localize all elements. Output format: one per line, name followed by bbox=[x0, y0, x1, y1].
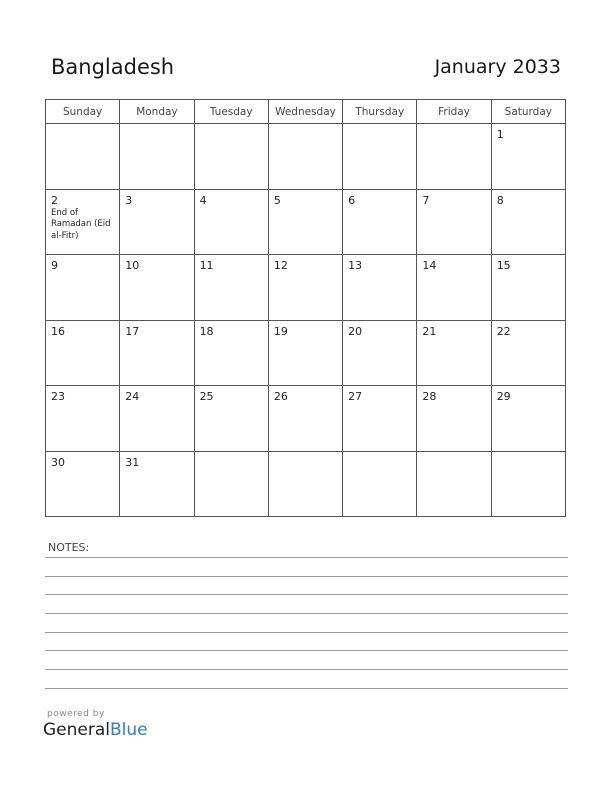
day-cell bbox=[417, 386, 491, 452]
day-cell bbox=[417, 124, 491, 190]
day-cell bbox=[491, 386, 565, 452]
day-number: 13 bbox=[348, 259, 363, 272]
day-cell bbox=[491, 124, 565, 190]
day-cell bbox=[268, 124, 342, 190]
generalblue-logo[interactable] bbox=[43, 720, 148, 740]
brand-name-part1: General bbox=[43, 720, 110, 740]
day-cell bbox=[343, 386, 417, 452]
day-cell bbox=[120, 189, 194, 255]
day-cell bbox=[491, 255, 565, 321]
notes-line bbox=[45, 594, 568, 595]
day-cell bbox=[417, 255, 491, 321]
calendar-country-title: Bangladesh bbox=[51, 55, 175, 79]
day-cell bbox=[46, 386, 120, 452]
day-number: 23 bbox=[51, 390, 65, 403]
day-cell bbox=[268, 189, 342, 255]
day-cell bbox=[120, 320, 194, 386]
weekday-header: Sunday bbox=[46, 100, 120, 124]
day-cell bbox=[120, 124, 194, 190]
day-cell bbox=[491, 451, 565, 517]
day-cell bbox=[46, 451, 120, 517]
day-cell bbox=[343, 451, 417, 517]
day-cell bbox=[194, 320, 268, 386]
day-number: 22 bbox=[496, 324, 511, 338]
holiday-event: End of Ramadan (Eid al-Fitr) bbox=[51, 207, 111, 241]
day-cell bbox=[194, 451, 268, 517]
day-number: 25 bbox=[199, 390, 214, 403]
week-row bbox=[46, 320, 566, 386]
day-number: 21 bbox=[422, 324, 437, 338]
day-cell bbox=[194, 386, 268, 452]
calendar-grid bbox=[45, 99, 566, 517]
week-row bbox=[46, 189, 566, 255]
notes-line bbox=[45, 557, 568, 558]
day-cell bbox=[268, 386, 342, 452]
notes-label: NOTES: bbox=[48, 541, 90, 554]
day-cell bbox=[46, 320, 120, 386]
brand-name-part2: Blue bbox=[110, 720, 148, 740]
day-number: 5 bbox=[273, 193, 281, 207]
day-number: 9 bbox=[51, 259, 58, 272]
day-number: 7 bbox=[422, 193, 430, 207]
day-number: 15 bbox=[496, 259, 511, 272]
day-number: 26 bbox=[273, 390, 288, 403]
day-cell bbox=[417, 451, 491, 517]
day-number: 31 bbox=[125, 455, 140, 469]
day-number: 28 bbox=[422, 390, 437, 403]
day-number: 18 bbox=[199, 324, 214, 338]
day-cell bbox=[120, 386, 194, 452]
notes-line bbox=[45, 650, 568, 651]
day-cell bbox=[268, 320, 342, 386]
day-number: 1 bbox=[496, 128, 504, 141]
day-number: 11 bbox=[199, 259, 214, 272]
week-row bbox=[46, 255, 566, 321]
calendar-month-title: January 2033 bbox=[434, 56, 561, 78]
day-number: 12 bbox=[273, 259, 288, 272]
day-cell bbox=[343, 189, 417, 255]
notes-line bbox=[45, 688, 568, 689]
day-number: 19 bbox=[273, 324, 288, 338]
weekday-header: Tuesday bbox=[194, 100, 268, 124]
day-cell bbox=[417, 320, 491, 386]
day-cell bbox=[268, 255, 342, 321]
day-cell bbox=[343, 124, 417, 190]
day-number: 24 bbox=[125, 390, 140, 403]
day-cell bbox=[120, 255, 194, 321]
day-number: 16 bbox=[51, 324, 65, 338]
day-cell bbox=[491, 320, 565, 386]
week-row bbox=[46, 124, 566, 190]
weekday-header: Thursday bbox=[343, 100, 417, 124]
day-cell bbox=[343, 320, 417, 386]
day-number: 6 bbox=[348, 193, 356, 207]
day-cell bbox=[120, 451, 194, 517]
day-number: 17 bbox=[125, 324, 140, 338]
notes-line bbox=[45, 632, 568, 633]
day-cell bbox=[417, 189, 491, 255]
day-cell bbox=[491, 189, 565, 255]
weekday-header: Friday bbox=[417, 100, 491, 124]
weekday-header: Wednesday bbox=[268, 100, 342, 124]
day-cell bbox=[46, 255, 120, 321]
day-cell bbox=[194, 189, 268, 255]
day-cell bbox=[194, 255, 268, 321]
notes-line bbox=[45, 613, 568, 614]
day-cell bbox=[268, 451, 342, 517]
day-cell bbox=[46, 124, 120, 190]
day-number: 14 bbox=[422, 259, 437, 272]
day-number: 4 bbox=[199, 193, 207, 207]
day-number: 2 bbox=[51, 193, 58, 207]
day-number: 29 bbox=[496, 390, 511, 403]
notes-line bbox=[45, 576, 568, 577]
powered-by-text: powered by bbox=[47, 709, 105, 719]
day-cell bbox=[343, 255, 417, 321]
weekday-header: Saturday bbox=[491, 100, 565, 124]
day-cell bbox=[46, 189, 120, 255]
weekday-header-row bbox=[46, 100, 566, 124]
day-number: 30 bbox=[51, 455, 65, 469]
day-cell bbox=[194, 124, 268, 190]
notes-line bbox=[45, 669, 568, 670]
week-row bbox=[46, 451, 566, 517]
day-number: 10 bbox=[125, 259, 140, 272]
day-number: 8 bbox=[496, 193, 504, 207]
weekday-header: Monday bbox=[120, 100, 194, 124]
day-number: 3 bbox=[125, 193, 133, 207]
day-number: 20 bbox=[348, 324, 363, 338]
week-row bbox=[46, 386, 566, 452]
day-number: 27 bbox=[348, 390, 363, 403]
